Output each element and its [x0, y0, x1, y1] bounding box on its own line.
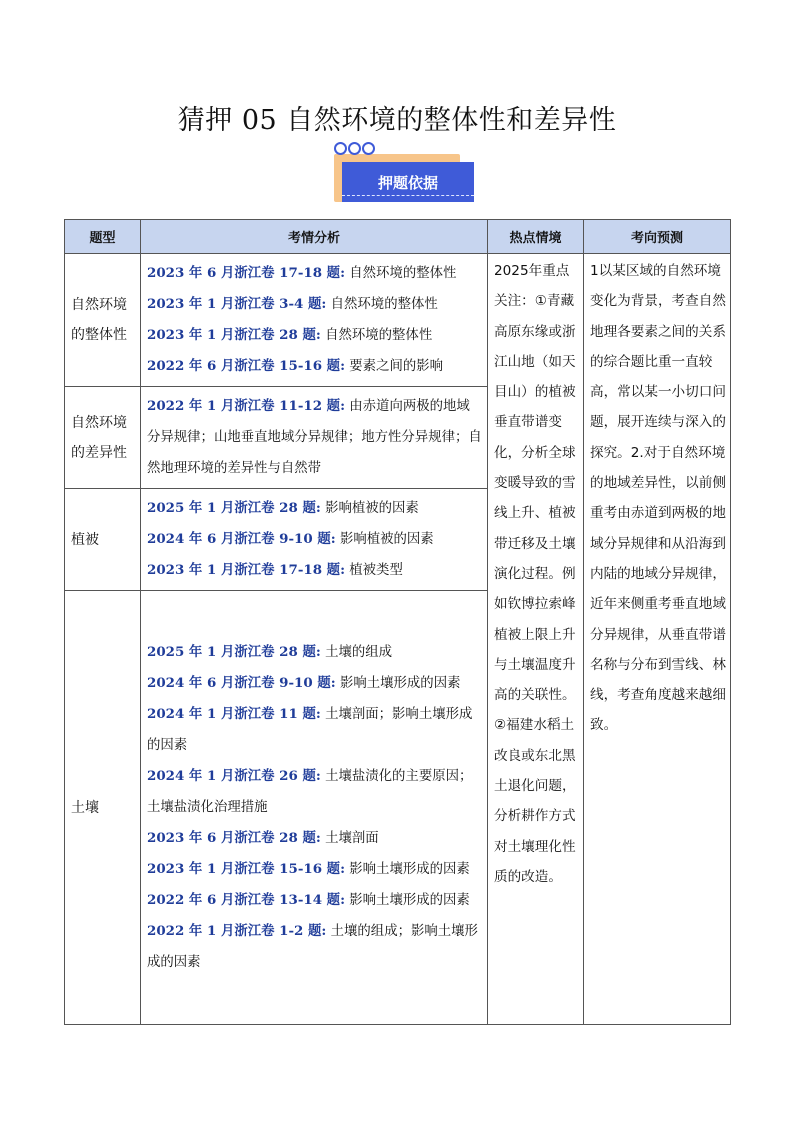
- table-header-row: [65, 220, 731, 254]
- list-item: 2023 年 1 月浙江卷 28 题: 自然环境的整体性: [147, 327, 433, 343]
- type-cell: 自然环境的差异性: [65, 387, 141, 489]
- type-cell: 土壤: [65, 591, 141, 1025]
- analysis-cell: [141, 387, 488, 489]
- analysis-table: [64, 219, 731, 1025]
- page-title: 猜押 05 自然环境的整体性和差异性: [177, 105, 617, 136]
- list-item: 2022 年 1 月浙江卷 11-12 题: 由赤道向两极的地域分异规律；山地垂直地域分异规律；地方性分异规律；自然地理环境的差异性与自然带: [147, 398, 482, 476]
- list-item: 2023 年 6 月浙江卷 28 题: 土壤剖面: [147, 830, 379, 846]
- hotspot-cell: 2025年重点关注：①青藏高原东缘或浙江山地（如天目山）的植被垂直带谱变化，分析全球变暖导致的雪线上升、植被带迁移及土壤演化过程。例如钦博拉索峰植被上限上升与土壤温度升高的关联性。②福建水稻土改良或东北黑土退化问题，分析耕作方式对土壤理化性质的改造。: [488, 254, 584, 1025]
- list-item: 2022 年 6 月浙江卷 13-14 题: 影响土壤形成的因素: [147, 892, 470, 908]
- list-item: 2024 年 6 月浙江卷 9-10 题: 影响土壤形成的因素: [147, 675, 461, 691]
- list-item: 2025 年 1 月浙江卷 28 题: 影响植被的因素: [147, 500, 419, 516]
- type-cell: 自然环境的整体性: [65, 254, 141, 387]
- list-item: 2022 年 6 月浙江卷 15-16 题: 要素之间的影响: [147, 358, 444, 374]
- list-item: 2024 年 1 月浙江卷 26 题: 土壤盐渍化的主要原因；土壤盐渍化治理措施: [147, 768, 473, 815]
- header-type: 题型: [65, 220, 141, 254]
- list-item: 2023 年 6 月浙江卷 17-18 题: 自然环境的整体性: [147, 265, 457, 281]
- list-item: 2023 年 1 月浙江卷 17-18 题: 植被类型: [147, 562, 403, 578]
- header-analysis: 考情分析: [141, 220, 488, 254]
- list-item: 2023 年 1 月浙江卷 3-4 题: 自然环境的整体性: [147, 296, 438, 312]
- header-hotspot: 热点情境: [488, 220, 584, 254]
- header-prediction: 考向预测: [584, 220, 731, 254]
- analysis-cell: [141, 489, 488, 591]
- section-banner: [330, 142, 480, 214]
- banner-label: 押题依据: [342, 162, 474, 202]
- list-item: 2023 年 1 月浙江卷 15-16 题: 影响土壤形成的因素: [147, 861, 470, 877]
- type-cell: 植被: [65, 489, 141, 591]
- list-item: 2024 年 1 月浙江卷 11 题: 土壤剖面；影响土壤形成的因素: [147, 706, 473, 753]
- list-item: 2025 年 1 月浙江卷 28 题: 土壤的组成: [147, 644, 393, 660]
- list-item: 2024 年 6 月浙江卷 9-10 题: 影响植被的因素: [147, 531, 434, 547]
- prediction-cell: 1以某区域的自然环境变化为背景，考查自然地理各要素之间的关系的综合题比重一直较高，常以某一小切口问题，展开连续与深入的探究。2.对于自然环境的地域差异性，以前侧重考由赤道到两极的地域分异规律和从沿海到内陆的地域分异规律，近年来侧重考垂直地域分异规律，从垂直带谱名称与分布到雪线、林线，考查角度越来越细致。: [584, 254, 731, 1025]
- binder-rings-icon: [334, 142, 375, 155]
- list-item: 2022 年 1 月浙江卷 1-2 题: 土壤的组成；影响土壤形成的因素: [147, 923, 478, 970]
- table-row: [65, 254, 731, 387]
- analysis-cell: [141, 254, 488, 387]
- analysis-cell: [141, 591, 488, 1025]
